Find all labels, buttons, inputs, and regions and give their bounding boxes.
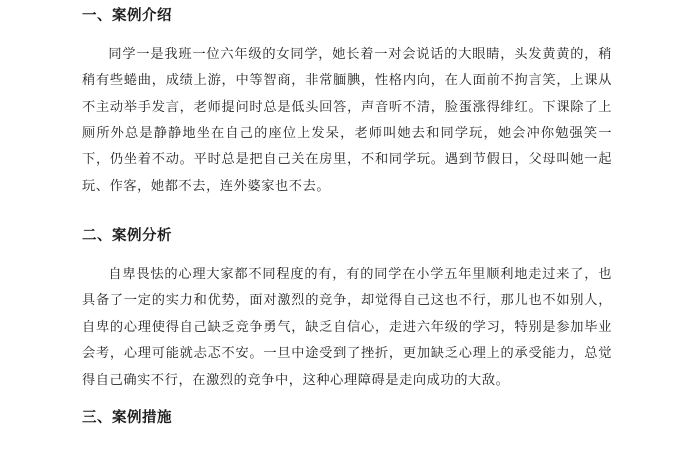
spacer <box>82 248 612 262</box>
paragraph-case-introduction: 同学一是我班一位六年级的女同学，她长着一对会说话的大眼睛，头发黄黄的，稍稍有些蜷曲，成绩上游，中等智商，非常腼腆，性格内向，在人面前不拘言笑，上课从不主动举手发言，老师提问时总是低头回答，声音听不清，脸蛋涨得绯红。下课除了上厕所外总是静静地坐在自己的座位上发呆，老师叫她去和同学玩，她会冲你勉强笑一下，仍坐着不动。平时总是把自己关在房里，不和同学玩。遇到节假日，父母叫她一起玩、作客，她都不去，连外婆家也不去。 <box>82 46 612 194</box>
page-bottom-edge <box>0 454 700 470</box>
spacer <box>82 394 612 406</box>
paragraph-case-analysis: 自卑畏怯的心理大家都不同程度的有，有的同学在小学五年里顺利地走过来了，也具备了一定的实力和优势，面对激烈的竞争，却觉得自己这也不行，那儿也不如别人，自卑的心理使得自己缺乏竞争勇气，缺乏自信心，走进六年级的学习，特别是参加毕业会考，心理可能就忐忑不安。一旦中途受到了挫折，更加缺乏心理上的承受能力，总觉得自己确实不行，在激烈的竞争中，这种心理障碍是走向成功的大敌。 <box>82 266 612 388</box>
section-heading-case-introduction: 一、案例介绍 <box>82 8 172 24</box>
spacer <box>82 200 612 226</box>
section-heading-case-analysis: 二、案例分析 <box>82 228 172 245</box>
spacer <box>82 28 612 42</box>
document-body <box>82 6 612 426</box>
section-heading-case-measures: 三、案例措施 <box>82 409 172 426</box>
